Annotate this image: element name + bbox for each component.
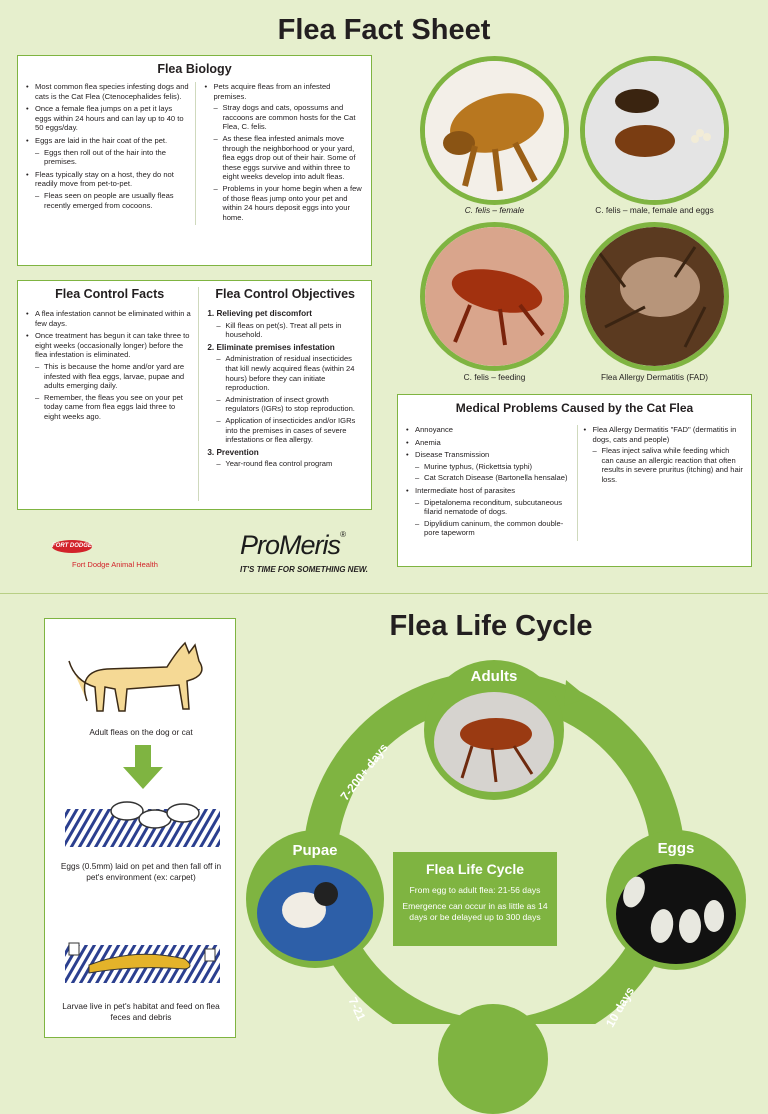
list-item: – Fleas seen on people are usually fleas recently emerged from cocoons. bbox=[26, 191, 189, 210]
section-divider bbox=[0, 593, 768, 594]
fad-skin-image bbox=[585, 227, 724, 366]
flea-biology-box bbox=[17, 55, 372, 266]
list-item: • Intermediate host of parasites bbox=[406, 486, 571, 496]
fort-dodge-logo: FORT DODGE bbox=[52, 540, 92, 553]
list-item: – This is because the home and/or yard are infested with flea eggs, larvae, pupae and adults emerging daily. bbox=[26, 362, 193, 391]
list-item: – Remember, the fleas you see on your pet today came from flea eggs laid three to eight weeks ago. bbox=[26, 393, 193, 422]
caption-larvae: Larvae live in pet's habitat and feed on flea feces and debris bbox=[62, 1001, 220, 1022]
life-cycle-title: Flea Life Cycle bbox=[389, 610, 593, 642]
feeding-flea-image bbox=[425, 227, 564, 366]
cat-illustration bbox=[67, 631, 217, 721]
stage-eggs bbox=[606, 830, 746, 970]
list-item: – Year-round flea control program bbox=[207, 459, 363, 469]
caption-eggs: Eggs (0.5mm) laid on pet and then fall off in pet's environment (ex: carpet) bbox=[60, 861, 222, 882]
stage-pupae bbox=[246, 830, 384, 968]
stage-larvae-node bbox=[438, 1004, 548, 1114]
list-item: – Kill fleas on pet(s). Treat all pets in household. bbox=[207, 321, 363, 340]
list-item: – Cat Scratch Disease (Bartonella hensalae) bbox=[406, 473, 571, 483]
adult-flea-image bbox=[432, 690, 556, 794]
medical-right-list bbox=[578, 425, 744, 541]
stage-adults bbox=[424, 660, 564, 800]
flea-control-box bbox=[17, 280, 372, 510]
flea-control-facts-heading: Flea Control Facts bbox=[55, 287, 165, 301]
promeris-logo bbox=[240, 530, 345, 561]
control-facts-list bbox=[26, 309, 193, 422]
life-stages-panel bbox=[44, 618, 236, 1038]
list-item: – Stray dogs and cats, opossums and raccoons are common hosts for the Cat Flea, C. felis. bbox=[204, 103, 363, 132]
list-item: • A flea infestation cannot be eliminated within a few days. bbox=[26, 309, 193, 328]
list-item: 1. Relieving pet discomfort bbox=[207, 309, 312, 318]
down-arrow-icon bbox=[123, 745, 163, 789]
flea-biology-heading: Flea Biology bbox=[157, 62, 232, 76]
list-item: – Problems in your home begin when a few of those fleas jump onto your pet and within 24 hours deposit eggs into your home. bbox=[204, 184, 363, 222]
list-item: – Dipylidium caninum, the common double-pore tapeworm bbox=[406, 519, 571, 538]
flea-control-objectives-heading: Flea Control Objectives bbox=[215, 287, 355, 301]
list-item: • Most common flea species infesting dogs and cats is the Cat Flea (Ctenocephalides felis). bbox=[26, 82, 189, 101]
list-item: • Once a female flea jumps on a pet it lays eggs within 24 hours and can lay up to 40 to 50 eggs/day. bbox=[26, 104, 189, 133]
caption-male-female-eggs: C. felis – male, female and eggs bbox=[595, 205, 714, 215]
center-box-line2: Emergence can occur in as little as 14 days or be delayed up to 300 days bbox=[402, 901, 548, 922]
pupae-image bbox=[254, 864, 376, 962]
arrow-label-pupae-duration: 7-21 bbox=[345, 995, 369, 1023]
center-box-title: Flea Life Cycle bbox=[425, 861, 525, 877]
photo-male-female-eggs bbox=[580, 56, 729, 205]
center-box-line1: From egg to adult flea: 21-56 days bbox=[409, 885, 541, 895]
promeris-tagline: IT'S TIME FOR SOMETHING NEW. bbox=[240, 565, 368, 574]
fort-dodge-text: Fort Dodge Animal Health bbox=[72, 560, 158, 569]
list-item: • Anemia bbox=[406, 438, 571, 448]
caption-female: C. felis – female bbox=[464, 205, 525, 215]
arrow-label-eggs-duration: 10 days bbox=[602, 984, 638, 1030]
stage-pupae-label: Pupae bbox=[292, 842, 338, 859]
list-item: 3. Prevention bbox=[207, 447, 259, 457]
list-item: • Disease Transmission bbox=[406, 450, 571, 460]
female-flea-image bbox=[425, 61, 564, 200]
photo-feeding bbox=[420, 222, 569, 371]
registered-mark: ® bbox=[340, 530, 345, 539]
stage-eggs-label: Eggs bbox=[657, 840, 695, 857]
biology-left-list bbox=[26, 82, 196, 225]
life-cycle-center-box bbox=[393, 852, 557, 946]
list-item: – As these flea infested animals move through the neighborhood or your yard, flea eggs drop out of their hair. Some of these eggs survive and within three to eight weeks develop into adult fleas. bbox=[204, 134, 363, 182]
male-female-eggs-image bbox=[585, 61, 724, 200]
list-item: – Administration of residual insecticides that kill newly acquired fleas (within 24 hours) before they can initiate reproduction. bbox=[207, 354, 363, 392]
list-item: – Eggs then roll out of the hair into the premises. bbox=[26, 148, 189, 167]
medical-left-list bbox=[406, 425, 578, 541]
stage-adults-label: Adults bbox=[470, 668, 518, 685]
list-item: • Fleas typically stay on a host, they do not readily move from pet-to-pet. bbox=[26, 170, 189, 189]
list-item: • Annoyance bbox=[406, 425, 571, 435]
control-objectives-list bbox=[207, 309, 363, 469]
list-item: – Administration of insect growth regulators (IGRs) to stop reproduction. bbox=[207, 395, 363, 414]
list-item: • Once treatment has begun it can take three to eight weeks (occasionally longer) before the flea infestation is eliminated. bbox=[26, 331, 193, 360]
medical-problems-box bbox=[397, 394, 752, 567]
page-title: Flea Fact Sheet bbox=[277, 14, 491, 46]
list-item: – Fleas inject saliva while feeding which can cause an allergic reaction that often results in severe pruritus (itching) and hair loss. bbox=[584, 446, 744, 484]
carpet-eggs-illustration bbox=[65, 799, 220, 849]
caption-feeding: C. felis – feeding bbox=[463, 372, 526, 382]
arrow-label-adult-duration: 7-200+ days bbox=[337, 740, 391, 804]
list-item: • Eggs are laid in the hair coat of the pet. bbox=[26, 136, 189, 146]
list-item: – Murine typhus, (Rickettsia typhi) bbox=[406, 462, 571, 472]
list-item: – Application of insecticides and/or IGRs into the premises in cases of severe infestations or flea allergy. bbox=[207, 416, 363, 445]
medical-heading: Medical Problems Caused by the Cat Flea bbox=[455, 401, 694, 415]
photo-fad bbox=[580, 222, 729, 371]
caption-fad: Flea Allergy Dermatitis (FAD) bbox=[601, 372, 708, 382]
eggs-image bbox=[614, 864, 738, 964]
list-item: • Pets acquire fleas from an infested premises. bbox=[204, 82, 363, 101]
biology-right-list bbox=[196, 82, 363, 225]
larva-illustration bbox=[65, 937, 220, 987]
photo-female-flea bbox=[420, 56, 569, 205]
list-item: • Flea Allergy Dermatitis "FAD" (dermatitis in dogs, cats and people) bbox=[584, 425, 744, 444]
list-item: – Dipetalonema reconditum, subcutaneous filarid nematode of dogs. bbox=[406, 498, 571, 517]
caption-adults-on-pet: Adult fleas on the dog or cat bbox=[89, 727, 193, 737]
promeris-wordmark: ProMeris bbox=[240, 530, 341, 560]
list-item: 2. Eliminate premises infestation bbox=[207, 342, 335, 352]
